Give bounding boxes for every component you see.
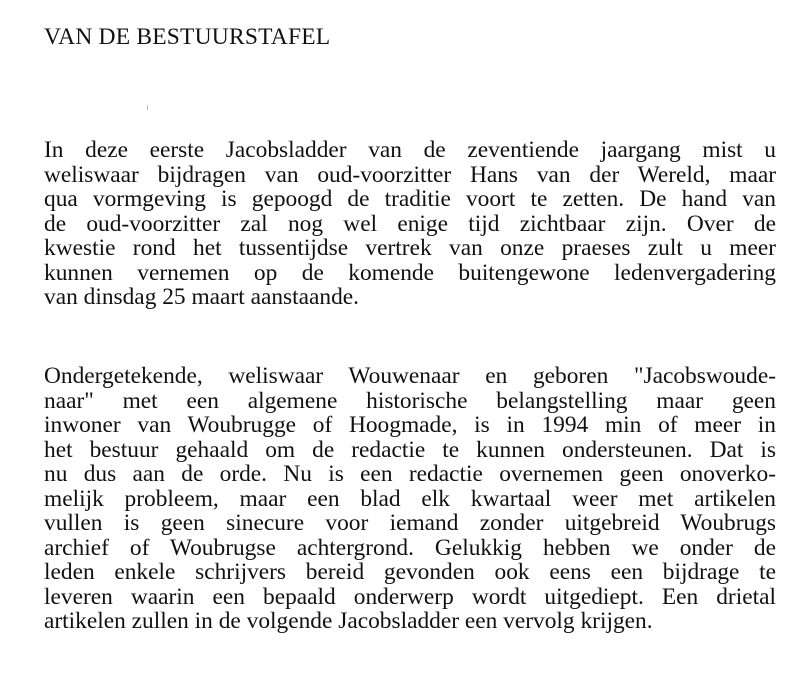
paragraph-line: nu dus aan de orde. Nu is een redactie overnemen geen onoverko- [44, 461, 776, 487]
paragraph-line: het bestuur gehaald om de redactie te kunnen ondersteunen. Dat is [44, 436, 776, 463]
paragraph-line: kwestie rond het tussentijdse vertrek van onze praeses zult u meer [44, 235, 776, 261]
paragraph-line: In deze eerste Jacobsladder van de zeventiende jaargang mist u [44, 137, 776, 163]
paragraph-line: vullen is geen sinecure voor iemand zonder uitgebreid Woubrugs [44, 510, 776, 536]
paragraph-line: weliswaar bijdragen van oud-voorzitter Hans van der Wereld, maar [44, 161, 776, 188]
paragraph-line: leveren waarin een bepaald onderwerp wordt uitgediept. Een drietal [44, 583, 776, 610]
paragraph-line: archief of Woubrugse achtergrond. Gelukkig hebben we onder de [44, 534, 776, 561]
paragraph-line: naar" met een algemene historische belangstelling maar geen [44, 387, 776, 414]
paragraph-editorial [44, 364, 776, 634]
paragraph-line: leden enkele schrijvers bereid gevonden ook eens een bijdrage te [44, 559, 776, 585]
paragraph-line: artikelen zullen in de volgende Jacobsladder een vervolg krijgen. [44, 608, 653, 634]
paragraph-line: melijk probleem, maar een blad elk kwartaal weer met artikelen [44, 485, 776, 512]
scan-speck [147, 105, 148, 110]
paragraph-line: van dinsdag 25 maart aanstaande. [44, 284, 360, 310]
page-heading: VAN DE BESTUURSTAFEL [44, 24, 331, 50]
paragraph-line: inwoner van Woubrugge of Hoogmade, is in 1994 min of meer in [44, 412, 776, 438]
paragraph-line: kunnen vernemen op de komende buitengewone ledenvergadering [44, 259, 776, 286]
paragraph-line: qua vormgeving is gepoogd de traditie voort te zetten. De hand van [44, 186, 776, 212]
paragraph-line: de oud-voorzitter zal nog wel enige tijd zichtbaar zijn. Over de [44, 210, 776, 237]
paragraph-intro [44, 138, 776, 310]
paragraph-line: Ondergetekende, weliswaar Wouwenaar en geboren "Jacobswoude- [44, 363, 776, 389]
